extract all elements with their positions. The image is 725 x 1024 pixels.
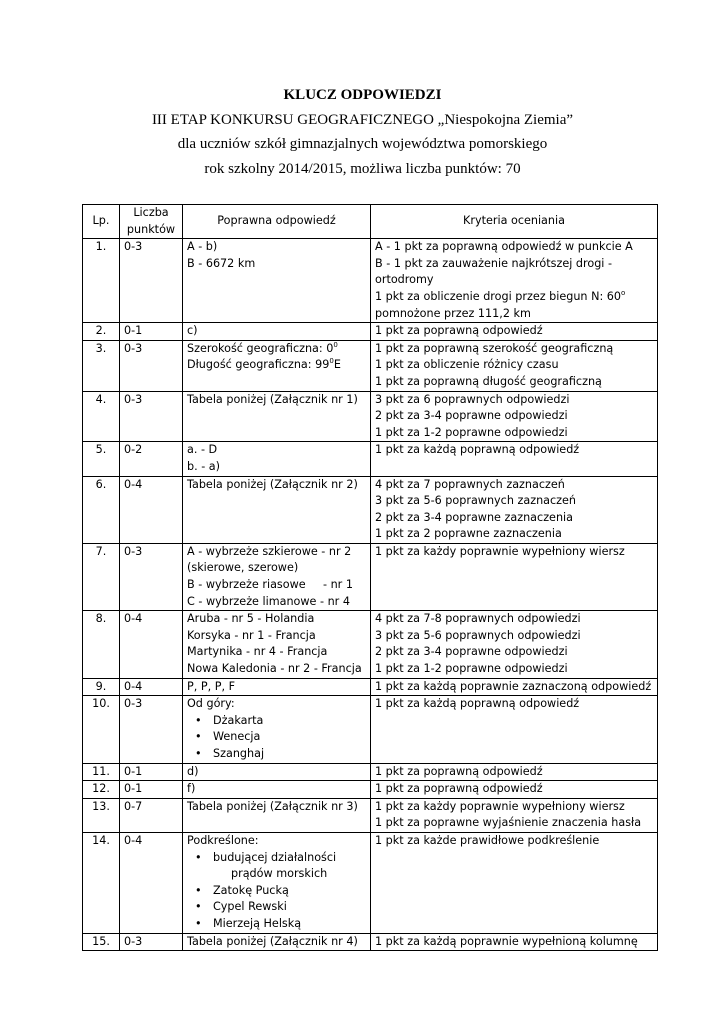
table-row — [83, 763, 658, 781]
row-answer: a. - D b. - a) — [183, 442, 371, 476]
list-item: • budującej działalności — [187, 850, 366, 867]
row-criteria: 1 pkt za każdą poprawną odpowiedź — [371, 696, 658, 763]
document-header — [0, 83, 725, 181]
row-points: 0-3 — [120, 391, 183, 442]
school-year-line: rok szkolny 2014/2015, możliwa liczba punktów: 70 — [204, 160, 521, 177]
row-criteria: 4 pkt za 7 poprawnych zaznaczeń 3 pkt za 5-6 poprawnych zaznaczeń 2 pkt za 3-4 poprawne zaznaczenia 1 pkt za 2 poprawne zaznaczenia — [371, 476, 658, 543]
row-points: 0-3 — [120, 933, 183, 951]
column-header-lp: Lp. — [83, 205, 120, 239]
row-criteria: 3 pkt za 6 poprawnych odpowiedzi 2 pkt za 3-4 poprawne odpowiedzi 1 pkt za 1-2 poprawne odpowiedzi — [371, 391, 658, 442]
table-row — [83, 781, 658, 799]
table-row — [83, 323, 658, 341]
row-number: 9. — [83, 678, 120, 696]
table-row — [83, 391, 658, 442]
row-criteria: 1 pkt za każdą poprawną odpowiedź — [371, 442, 658, 476]
row-number: 15. — [83, 933, 120, 951]
row-points: 0-7 — [120, 798, 183, 832]
table-row — [83, 933, 658, 951]
row-answer: P, P, P, F — [183, 678, 371, 696]
row-number: 13. — [83, 798, 120, 832]
list-item: • Cypel Rewski — [187, 899, 366, 916]
row-number: 12. — [83, 781, 120, 799]
table-row — [83, 678, 658, 696]
row-number: 4. — [83, 391, 120, 442]
column-header-answer: Poprawna odpowiedź — [183, 205, 371, 239]
row-answer: d) — [183, 763, 371, 781]
row-number: 3. — [83, 340, 120, 391]
answer-key-table — [82, 204, 658, 951]
row-criteria: 1 pkt za poprawną szerokość geograficzną 1 pkt za obliczenie różnicy czasu 1 pkt za poprawną długość geograficzną — [371, 340, 658, 391]
row-points: 0-3 — [120, 340, 183, 391]
row-number: 14. — [83, 832, 120, 933]
row-points: 0-4 — [120, 611, 183, 678]
row-number: 1. — [83, 239, 120, 323]
row-answer: Od góry: • Dżakarta • Wenecja • Szanghaj — [183, 696, 371, 763]
row-number: 2. — [83, 323, 120, 341]
row-answer: Tabela poniżej (Załącznik nr 4) — [183, 933, 371, 951]
row-answer: A - wybrzeże szkierowe - nr 2 (skierowe, szerowe) B - wybrzeże riasowe - nr 1 C - wybrzeże limanowe - nr 4 — [183, 543, 371, 610]
table-row — [83, 340, 658, 391]
list-item: • Dżakarta — [187, 713, 366, 730]
table-row — [83, 832, 658, 933]
row-criteria: 1 pkt za każde prawidłowe podkreślenie — [371, 832, 658, 933]
audience-line: dla uczniów szkół gimnazjalnych województwa pomorskiego — [177, 136, 548, 152]
list-item: • Wenecja — [187, 729, 366, 746]
document-title: KLUCZ ODPOWIEDZI — [283, 87, 442, 103]
row-points: 0-1 — [120, 781, 183, 799]
row-number: 10. — [83, 696, 120, 763]
table-row — [83, 543, 658, 610]
row-number: 6. — [83, 476, 120, 543]
list-item: • Szanghaj — [187, 746, 366, 763]
row-points: 0-4 — [120, 476, 183, 543]
column-header-points: Liczba punktów — [120, 205, 183, 239]
table-row — [83, 476, 658, 543]
contest-name: III ETAP KONKURSU GEOGRAFICZNEGO „Niespokojna Ziemia” — [151, 111, 574, 128]
row-number: 5. — [83, 442, 120, 476]
row-points: 0-3 — [120, 543, 183, 610]
table-row — [83, 696, 658, 763]
row-answer: Podkreślone: • budującej działalności prądów morskich • Zatokę Pucką • Cypel Rewski • Mierzeją Helską — [183, 832, 371, 933]
row-points: 0-4 — [120, 832, 183, 933]
table-row — [83, 611, 658, 678]
list-item-continuation: prądów morskich — [231, 867, 328, 881]
column-header-criteria: Kryteria oceniania — [371, 205, 658, 239]
row-points: 0-1 — [120, 763, 183, 781]
row-criteria: 1 pkt za poprawną odpowiedź — [371, 323, 658, 341]
table-row — [83, 442, 658, 476]
table-row — [83, 798, 658, 832]
row-points: 0-3 — [120, 239, 183, 323]
row-points: 0-3 — [120, 696, 183, 763]
row-criteria: 1 pkt za każdą poprawnie zaznaczoną odpowiedź — [371, 678, 658, 696]
row-answer: Tabela poniżej (Załącznik nr 2) — [183, 476, 371, 543]
row-criteria: 1 pkt za poprawną odpowiedź — [371, 781, 658, 799]
row-answer: Tabela poniżej (Załącznik nr 1) — [183, 391, 371, 442]
table-header-row — [83, 205, 658, 239]
row-criteria: 1 pkt za każdy poprawnie wypełniony wiersz 1 pkt za poprawne wyjaśnienie znaczenia hasła — [371, 798, 658, 832]
row-number: 8. — [83, 611, 120, 678]
row-criteria: 4 pkt za 7-8 poprawnych odpowiedzi 3 pkt za 5-6 poprawnych odpowiedzi 2 pkt za 3-4 poprawne odpowiedzi 1 pkt za 1-2 poprawne odpowiedzi — [371, 611, 658, 678]
row-points: 0-2 — [120, 442, 183, 476]
row-answer: Tabela poniżej (Załącznik nr 3) — [183, 798, 371, 832]
row-points: 0-1 — [120, 323, 183, 341]
row-number: 11. — [83, 763, 120, 781]
row-answer: c) — [183, 323, 371, 341]
row-number: 7. — [83, 543, 120, 610]
row-criteria: 1 pkt za każdy poprawnie wypełniony wiersz — [371, 543, 658, 610]
row-criteria: 1 pkt za poprawną odpowiedź — [371, 763, 658, 781]
row-answer: f) — [183, 781, 371, 799]
row-criteria: 1 pkt za każdą poprawnie wypełnioną kolumnę — [371, 933, 658, 951]
row-criteria: A - 1 pkt za poprawną odpowiedź w punkcie A B - 1 pkt za zauważenie najkrótszej drogi - ortodromy 1 pkt za obliczenie drogi przez biegun N: 60$^o$ pomnożone przez 111,2 km — [371, 239, 658, 323]
table-row — [83, 239, 658, 323]
list-item: • Mierzeją Helską — [187, 916, 366, 933]
row-answer: A - b) B - 6672 km — [183, 239, 371, 323]
row-points: 0-4 — [120, 678, 183, 696]
row-answer: Aruba - nr 5 - Holandia Korsyka - nr 1 - Francja Martynika - nr 4 - Francja Nowa Kaledonia - nr 2 - Francja — [183, 611, 371, 678]
row-answer: Szerokość geograficzna: $0^0$ Długość geograficzna: $99^0E$ — [183, 340, 371, 391]
list-item: • Zatokę Pucką — [187, 883, 366, 900]
